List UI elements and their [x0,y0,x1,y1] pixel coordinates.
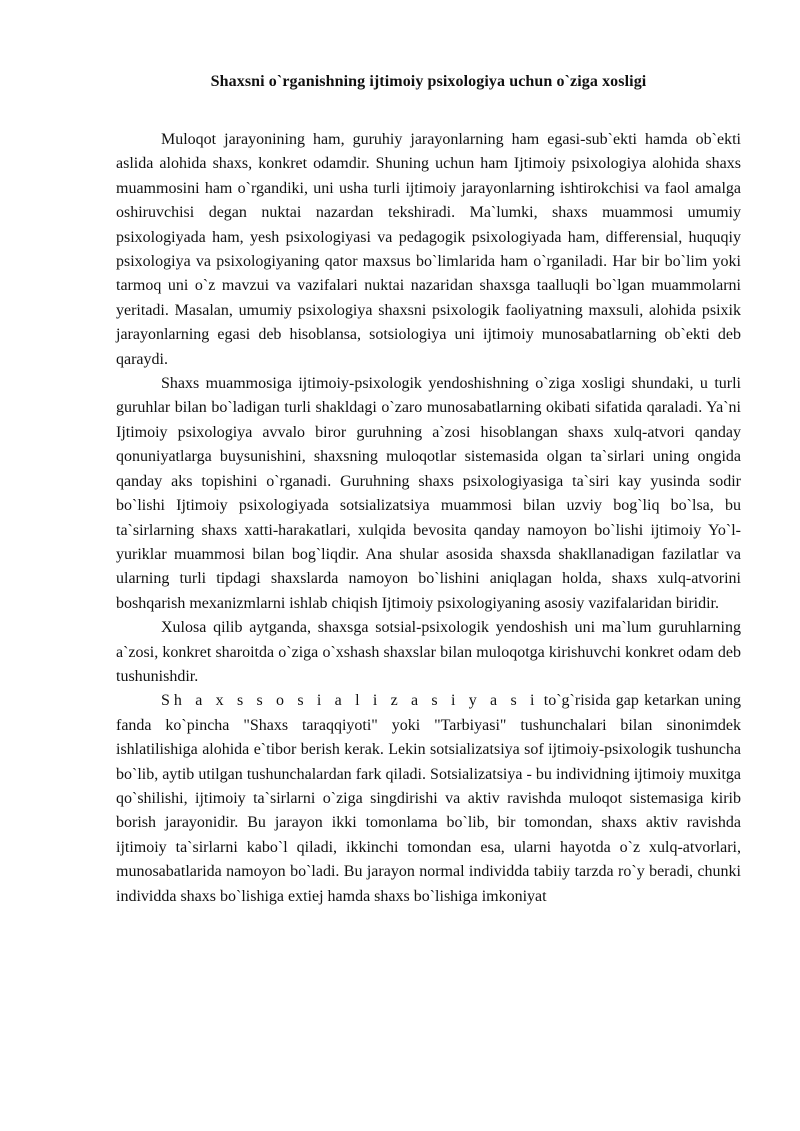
page-title: Shaxsni o`rganishning ijtimoiy psixologiya uchun o`ziga xosligi [210,73,647,90]
paragraph-3: Xulosa qilib aytganda, shaxsga sotsial-psixologik yendoshish uni ma`lum guruhlarning a`zosi, konkret sharoitda o`ziga o`xshash shaxslar bilan muloqotga kirishuvchi konkret odam deb tushunishdir. [116,619,741,685]
spaced-term: Sh a x s s o s i a l i z a s i y a s i [161,692,539,710]
paragraph-4-text: to`g`risida gap ketarkan uning fanda ko`pincha "Shaxs taraqqiyoti" yoki "Tarbiyasi" tushunchalari bilan sinonimdek ishlatilishiga alohida e`tibor berish kerak. Lekin sotsializatsiya sof ijtimoiy-psixologik tushuncha bo`lib, aytib utilgan tushunchalardan fark qiladi. Sotsializatsiya - bu individning ijtimoiy muxitga qo`shilishi, ijtimoiy ta`sirlarni o`ziga singdirishi va aktiv ravishda muloqot sistemasiga kirib borish jarayonidir. Bu jarayon ikki tomonlama bo`lib, bir tomondan, shaxs aktiv ravishda ijtimoiy ta`sirlarni kabo`l qiladi, ikkinchi tomondan esa, ularni hayotda o`z xulq-atvorlari, munosabatlarida namoyon bo`ladi. Bu jarayon normal individda tabiiy tarzda ro`y beradi, chunki individda shaxs bo`lishiga extiej hamda shaxs bo`lishiga imkoniyat [116,692,742,905]
paragraph-2: Shaxs muammosiga ijtimoiy-psixologik yendoshishning o`ziga xosligi shundaki, u turli guruhlar bilan bo`ladigan turli shakldagi o`zaro munosabatlarning okibati sifatida qaraladi. Ya`ni Ijtimoiy psixologiya avvalo biror guruhning a`zosi hisoblangan shaxs xulq-atvori qanday qonuniyatlarga buysunishini, shaxsning muloqotlar sistemasida olgan ta`sirlari uning ongida qanday aks topishini o`rganadi. Guruhning shaxs psixologiyasiga ta`siri kay yusinda sodir bo`lishi Ijtimoiy psixologiyada sotsializatsiya muammosi bilan uzviy bog`liq bo`lsa, bu ta`sirlarning shaxs xatti-harakatlari, xulqida bevosita qanday namoyon bo`lishi ijtimoiy Yo`l-yuriklar muammosi bilan bog`liqdir. Ana shular asosida shaxsda shakllanadigan fazilatlar va ularning turli tipdagi shaxslarda namoyon bo`lishini aniqlagan holda, shaxs xulq-atvorini boshqarish mexanizmlarni ishlab chiqish Ijtimoiy psixologiyaning asosiy vazifalaridan biridir. [116,375,741,612]
paragraph-1: Muloqot jarayonining ham, guruhiy jarayonlarning ham egasi-sub`ekti hamda ob`ekti aslida alohida shaxs, konkret odamdir. Shuning uchun ham Ijtimoiy psixologiya alohida shaxs muammosini ham o`rgandiki, uni usha turli ijtimoiy jarayonlarning ishtirokchisi va faol amalga oshiruvchisi degan nuktai nazardan tekshiradi. Ma`lumki, shaxs muammosi umumiy psixologiyada ham, yesh psixologiyasi va pedagogik psixologiyada ham, differensial, huquqiy psixologiya va psixologiyaning qator maxsus bo`limlarida ham o`rganiladi. Har bir bo`lim yoki tarmoq uni o`z mavzui va vazifalari nuktai nazaridan shaxsga taalluqli bo`lgan muammolarni yeritadi. Masalan, umumiy psixologiya shaxsni psixologik faoliyatning maxsuli, alohida psixik jarayonlarning egasi deb hisoblansa, sotsiologiya uni ijtimoiy munosabatlarning ob`ekti deb qaraydi. [116,131,741,368]
document-page [116,70,741,909]
paragraph-4 [116,689,741,909]
